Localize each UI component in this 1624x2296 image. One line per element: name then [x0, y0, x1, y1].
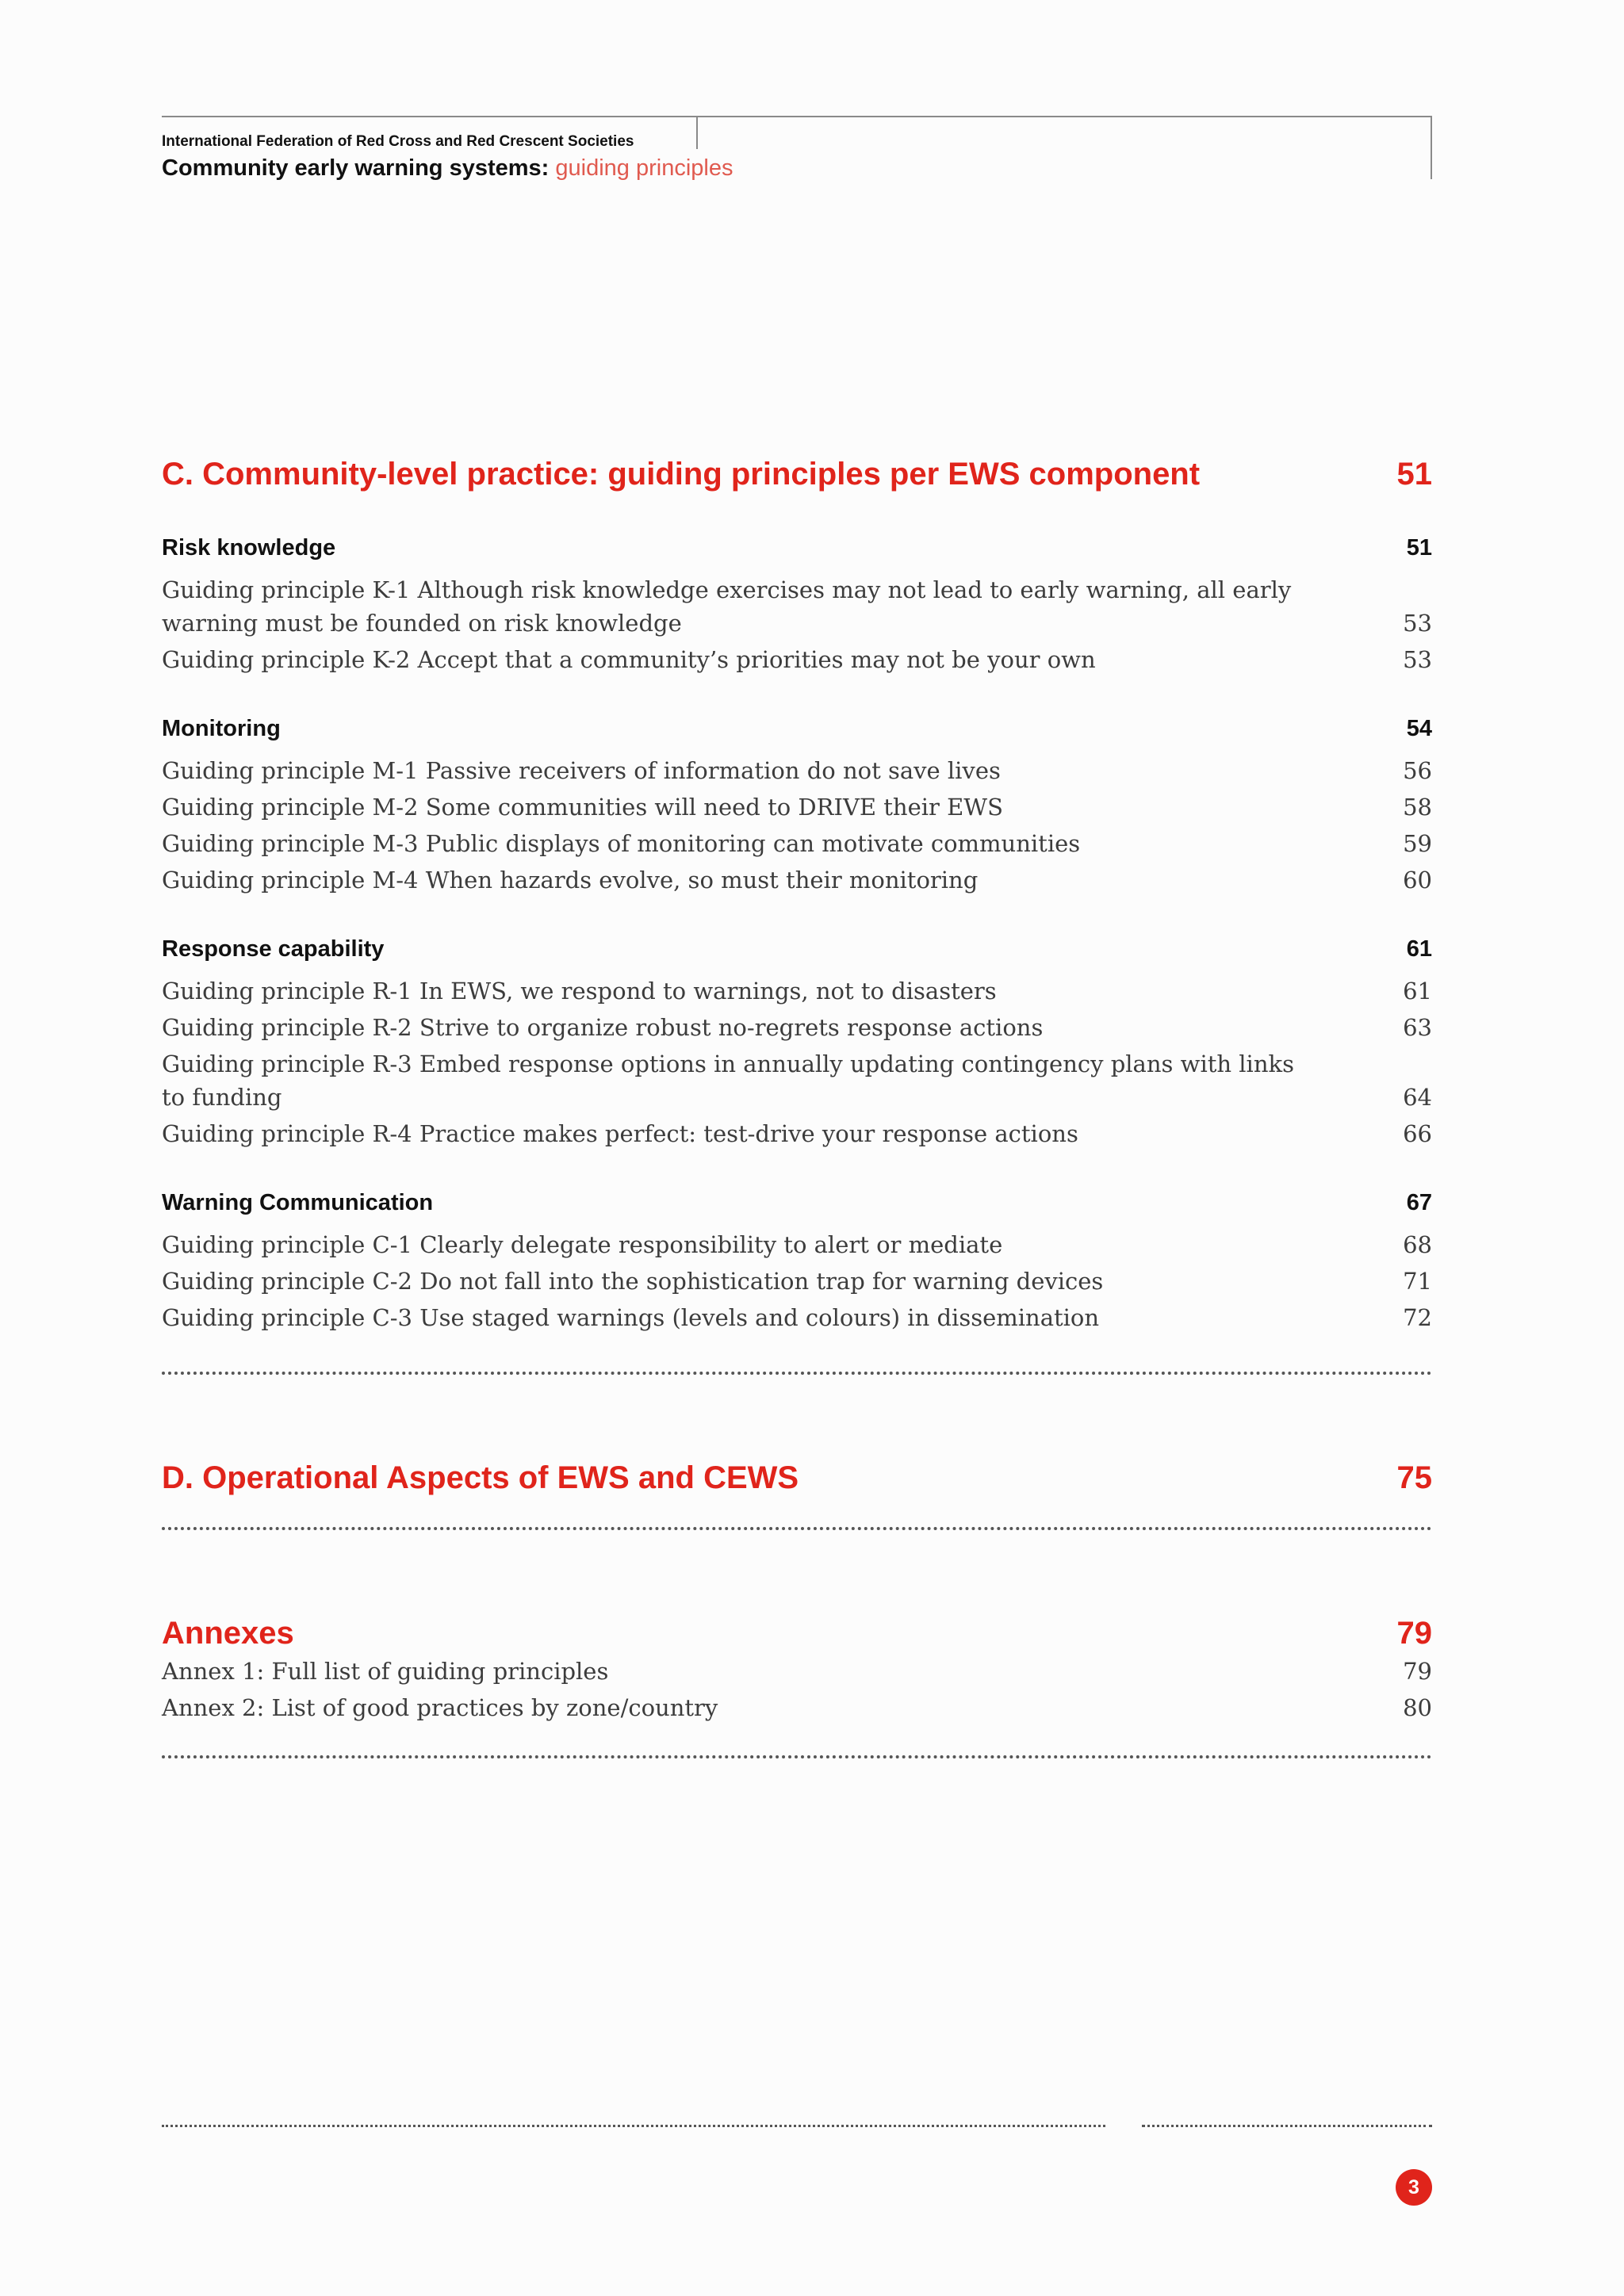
- section-page: 51: [1396, 457, 1432, 492]
- toc-group-warning-communication: [162, 1190, 1432, 1334]
- dotted-divider: [162, 1527, 1432, 1530]
- section-title: D. Operational Aspects of EWS and CEWS: [162, 1460, 799, 1495]
- entry-text: Guiding principle C-2 Do not fall into the sophistication trap for warning devices: [162, 1268, 1104, 1295]
- entry-page: 64: [1403, 1084, 1432, 1111]
- footer-rule-left: [162, 2125, 1105, 2127]
- entry-text: Guiding principle R-2 Strive to organize robust no-regrets response actions: [162, 1014, 1044, 1041]
- group-page: 61: [1406, 936, 1432, 962]
- group-heading[interactable]: [162, 535, 1432, 570]
- footer-rule-right: [1142, 2125, 1432, 2127]
- toc-group-monitoring: [162, 716, 1432, 897]
- toc-entry[interactable]: [162, 1228, 1432, 1261]
- entry-page: 59: [1403, 830, 1432, 857]
- entry-text: Guiding principle M-4 When hazards evolve, so must their monitoring: [162, 867, 979, 894]
- entry-text: Annex 2: List of good practices by zone/country: [162, 1694, 718, 1721]
- entry-page: 79: [1403, 1658, 1432, 1685]
- toc-entry[interactable]: [162, 790, 1432, 824]
- entry-text: Guiding principle C-1 Clearly delegate responsibility to alert or mediate: [162, 1231, 1003, 1258]
- toc-entry[interactable]: [162, 1011, 1432, 1044]
- entry-page: 58: [1403, 794, 1432, 821]
- entry-text: Guiding principle K-1 Although risk knowledge exercises may not lead to early warning, all early warning must be founded on risk knowledge: [162, 576, 1292, 637]
- toc-section-d: [162, 1460, 1432, 1496]
- entry-page: 53: [1403, 646, 1432, 673]
- entry-text: Guiding principle R-3 Embed response options in annually updating contingency plans with links to funding: [162, 1050, 1294, 1111]
- entry-text: Guiding principle M-2 Some communities will need to DRIVE their EWS: [162, 794, 1003, 821]
- entry-page: 68: [1403, 1231, 1432, 1258]
- entry-page: 53: [1403, 610, 1432, 637]
- toc-entry[interactable]: [162, 1117, 1432, 1150]
- document-title-main: Community early warning systems:: [162, 155, 550, 181]
- entry-text: Guiding principle M-3 Public displays of monitoring can motivate communities: [162, 830, 1081, 857]
- group-heading[interactable]: [162, 936, 1432, 971]
- toc-entry[interactable]: [162, 1301, 1432, 1334]
- entry-text: Guiding principle C-3 Use staged warnings (levels and colours) in dissemination: [162, 1304, 1100, 1331]
- group-title: Warning Communication: [162, 1190, 434, 1215]
- group-title: Response capability: [162, 936, 385, 962]
- toc-entry[interactable]: [162, 974, 1432, 1008]
- toc-entry[interactable]: [162, 863, 1432, 897]
- section-heading[interactable]: [162, 457, 1432, 492]
- section-title: C. Community-level practice: guiding principles per EWS component: [162, 457, 1201, 492]
- toc-entry[interactable]: [162, 1047, 1432, 1114]
- organization-name: International Federation of Red Cross and Red Crescent Societies: [162, 133, 634, 150]
- group-page: 54: [1406, 716, 1432, 741]
- toc-annexes: [162, 1616, 1432, 1724]
- group-title: Risk knowledge: [162, 535, 336, 561]
- dotted-divider: [162, 1755, 1432, 1758]
- entry-page: 72: [1403, 1304, 1432, 1331]
- entry-page: 66: [1403, 1120, 1432, 1147]
- entry-page: 61: [1403, 978, 1432, 1004]
- group-heading[interactable]: [162, 1190, 1432, 1225]
- entry-text: Guiding principle R-1 In EWS, we respond to warnings, not to disasters: [162, 978, 997, 1004]
- toc-section-c: [162, 457, 1432, 1334]
- toc-entry[interactable]: [162, 643, 1432, 676]
- entry-text: Guiding principle K-2 Accept that a community’s priorities may not be your own: [162, 646, 1096, 673]
- header-right-rule: [1431, 116, 1432, 179]
- toc-entry[interactable]: [162, 1655, 1432, 1688]
- group-page: 51: [1406, 535, 1432, 561]
- section-heading[interactable]: [162, 1616, 1432, 1651]
- group-title: Monitoring: [162, 716, 281, 741]
- section-page: 79: [1396, 1616, 1432, 1651]
- page-number-badge: 3: [1396, 2169, 1432, 2206]
- entry-page: 56: [1403, 757, 1432, 784]
- dotted-divider: [162, 1372, 1432, 1375]
- toc-entry[interactable]: [162, 1265, 1432, 1298]
- entry-page: 63: [1403, 1014, 1432, 1041]
- group-heading[interactable]: [162, 716, 1432, 751]
- entry-text: Annex 1: Full list of guiding principles: [162, 1658, 609, 1685]
- section-title: Annexes: [162, 1616, 294, 1651]
- toc-entry[interactable]: [162, 754, 1432, 787]
- toc-group-risk-knowledge: [162, 535, 1432, 676]
- entry-text: Guiding principle M-1 Passive receivers of information do not save lives: [162, 757, 1001, 784]
- entry-page: 80: [1403, 1694, 1432, 1721]
- entry-page: 60: [1403, 867, 1432, 894]
- document-title: [162, 155, 733, 182]
- toc-group-response-capability: [162, 936, 1432, 1150]
- toc-entry[interactable]: [162, 1691, 1432, 1724]
- entry-text: Guiding principle R-4 Practice makes perfect: test-drive your response actions: [162, 1120, 1078, 1147]
- group-page: 67: [1406, 1190, 1432, 1215]
- section-heading[interactable]: [162, 1460, 1432, 1496]
- header-rule: [162, 116, 1432, 117]
- section-page: 75: [1396, 1460, 1432, 1495]
- entry-page: 71: [1403, 1268, 1432, 1295]
- toc-entry[interactable]: [162, 827, 1432, 860]
- document-title-sub: guiding principles: [555, 155, 733, 181]
- toc-entry[interactable]: [162, 573, 1432, 640]
- running-header: [162, 116, 1432, 179]
- header-divider: [696, 116, 698, 149]
